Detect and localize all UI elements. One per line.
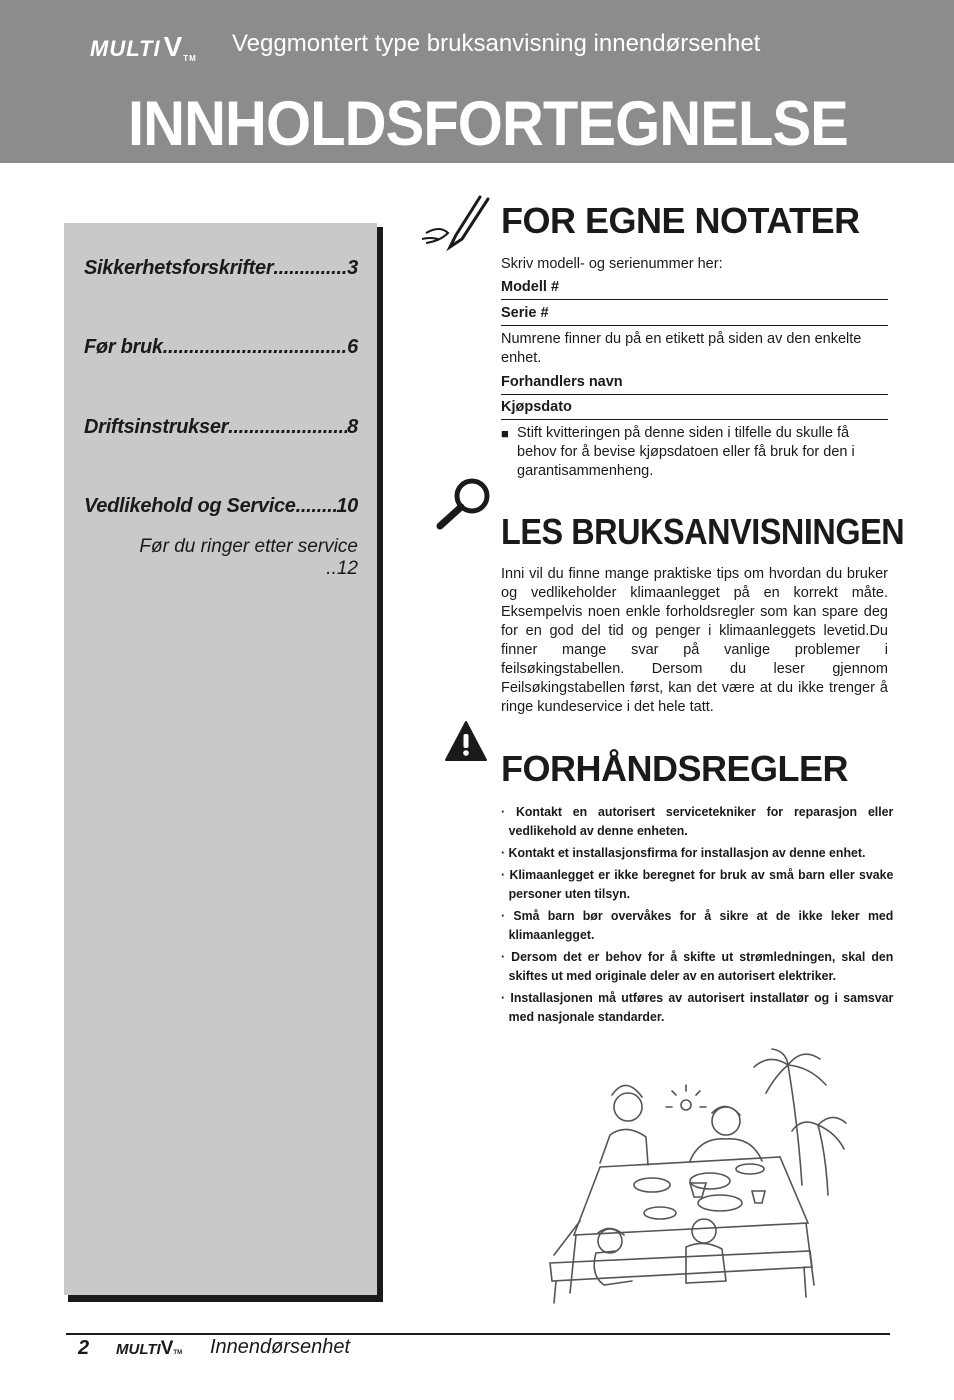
footer-rule <box>66 1333 890 1335</box>
square-bullet-icon: ■ <box>501 426 509 441</box>
list-item: · Kontakt et installasjonsfirma for installasjon av denne enhet. <box>501 845 866 860</box>
notes-intro: Skriv modell- og serienummer her: <box>501 256 723 272</box>
document-subtitle: Veggmontert type bruksanvisning innendørsenhet <box>232 30 761 57</box>
purchase-date-field[interactable]: Kjøpsdato <box>501 399 888 420</box>
toc-item-operation[interactable]: Driftsinstrukser ..... 8 <box>84 416 358 439</box>
precautions-list <box>501 802 894 1029</box>
table-of-contents <box>64 223 377 1295</box>
page-title: INNHOLDSFORTEGNELSE <box>128 89 848 159</box>
model-field[interactable]: Modell # <box>501 279 888 300</box>
receipt-note: ■ Stift kvitteringen på denne siden i tilfelle du skulle få behov for å bevise kjøpsdatoen eller få bruk for den i garantisammenheng. <box>501 425 855 479</box>
read-body: Inni vil du finne mange praktiske tips om hvordan du bruker og vedlikeholder klimaanlegget på en korrekt måte. Eksempelvis noen enkle forholdsregler som kan spare deg for en god del tid og penger i klimaanleggets levetid.Du finner mange svar på vanlige problemer i feilsøkingstabellen. Dersom du leser gjennom Feilsøkingstabellen først, kan det være at du ikke trenger å ringe kundeservice i det hele tatt. <box>501 566 888 715</box>
read-heading: LES BRUKSANVISNINGEN <box>501 511 905 552</box>
toc-item-safety[interactable]: Sikkerhetsforskrifter ..... 3 <box>84 257 358 280</box>
toc-subitem-service-call[interactable]: Før du ringer etter service ..12 <box>139 536 358 579</box>
list-item: · Små barn bør overvåkes for å sikre at de ikke leker med klimaanlegget. <box>501 908 894 942</box>
magnifier-icon <box>434 476 494 532</box>
pen-icon <box>420 195 492 255</box>
header-band <box>0 0 954 163</box>
list-item: · Klimaanlegget er ikke beregnet for bruk av små barn eller svake personer uten tilsyn. <box>501 867 894 901</box>
toc-item-maintenance[interactable]: Vedlikehold og Service ..... 10 <box>84 495 358 518</box>
dealer-field[interactable]: Forhandlers navn <box>501 374 888 395</box>
notes-heading: FOR EGNE NOTATER <box>501 200 860 241</box>
footer-label: Innendørsenhet <box>210 1336 351 1358</box>
list-item: · Installasjonen må utføres av autorisert installatør og i samsvar med nasjonale standarder. <box>501 990 894 1024</box>
warning-triangle-icon <box>444 720 488 762</box>
label-note: Numrene finner du på en etikett på siden av den enkelte enhet. <box>501 331 862 366</box>
brand-logo: MULTI VTM <box>90 31 197 63</box>
precautions-heading: FORHÅNDSREGLER <box>501 748 849 789</box>
toc-item-before-use[interactable]: Før bruk ..... 6 <box>84 336 358 359</box>
footer-brand-logo: MULTIVTM <box>116 1338 183 1359</box>
list-item: · Kontakt en autorisert servicetekniker for reparasjon eller vedlikehold av denne enheten. <box>501 804 894 838</box>
serial-field[interactable]: Serie # <box>501 305 888 326</box>
list-item: · Dersom det er behov for å skifte ut strømledningen, skal den skiftes ut med originale deler av en autorisert elektriker. <box>501 949 894 983</box>
page-number: 2 <box>78 1337 90 1359</box>
picnic-illustration <box>540 1045 860 1310</box>
